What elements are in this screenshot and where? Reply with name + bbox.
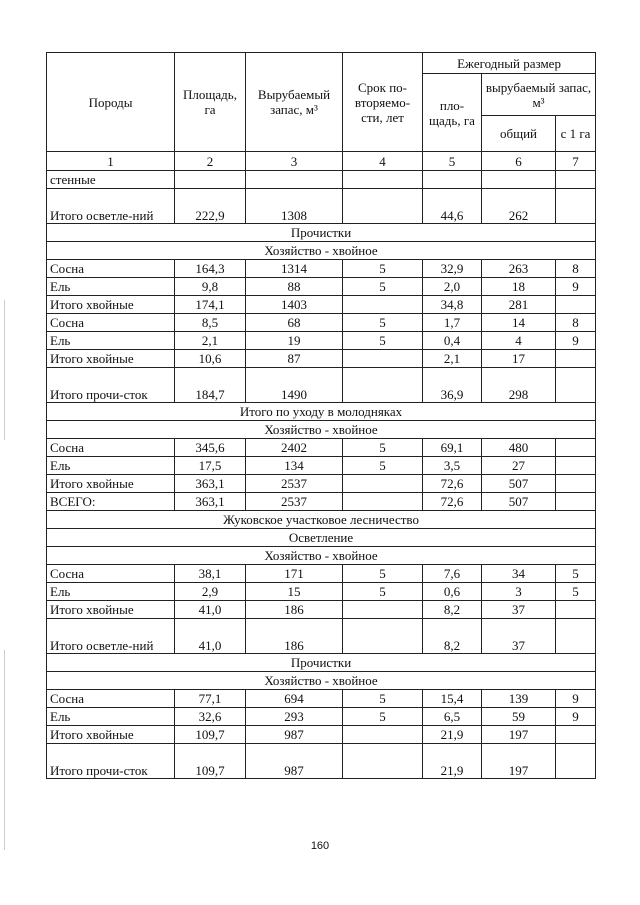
value-cell: 4: [482, 332, 556, 350]
column-number: 5: [423, 152, 482, 171]
value-cell: 2402: [246, 439, 343, 457]
breed-cell: Сосна: [47, 260, 175, 278]
header-total: общий: [482, 116, 556, 152]
total-row: [47, 171, 596, 189]
value-cell: 8,2: [423, 601, 482, 619]
header-annual-area: пло-щадь, га: [423, 74, 482, 152]
value-cell: 72,6: [423, 493, 482, 511]
header-annual-stock: вырубаемый запас, м³: [482, 74, 596, 116]
value-cell: [556, 493, 596, 511]
value-cell: 1,7: [423, 314, 482, 332]
column-number: 2: [175, 152, 246, 171]
value-cell: 27: [482, 457, 556, 475]
value-cell: 186: [246, 601, 343, 619]
value-cell: 3,5: [423, 457, 482, 475]
value-cell: 507: [482, 493, 556, 511]
value-cell: 109,7: [175, 744, 246, 779]
value-cell: [556, 457, 596, 475]
value-cell: 164,3: [175, 260, 246, 278]
breed-cell: Итого хвойные: [47, 296, 175, 314]
value-cell: 2,1: [175, 332, 246, 350]
value-cell: 5: [343, 690, 423, 708]
value-cell: [556, 368, 596, 403]
value-cell: 262: [482, 189, 556, 224]
value-cell: 69,1: [423, 439, 482, 457]
value-cell: 5: [343, 583, 423, 601]
section-title: Хозяйство - хвойное: [47, 672, 596, 690]
value-cell: [556, 189, 596, 224]
header-annual-size: Ежегодный размер: [423, 53, 596, 74]
value-cell: 281: [482, 296, 556, 314]
section-header-row: [47, 242, 596, 260]
value-cell: 1314: [246, 260, 343, 278]
breed-cell: Сосна: [47, 439, 175, 457]
section-header-row: [47, 403, 596, 421]
value-cell: 5: [343, 278, 423, 296]
value-cell: 5: [343, 708, 423, 726]
column-number: 1: [47, 152, 175, 171]
value-cell: [343, 619, 423, 654]
value-cell: 363,1: [175, 475, 246, 493]
value-cell: [343, 189, 423, 224]
value-cell: [556, 171, 596, 189]
header-area: Площадь, га: [175, 53, 246, 152]
value-cell: 37: [482, 601, 556, 619]
total-row: [47, 493, 596, 511]
value-cell: [556, 439, 596, 457]
value-cell: 5: [556, 583, 596, 601]
value-cell: 363,1: [175, 493, 246, 511]
value-cell: [175, 171, 246, 189]
value-cell: [343, 493, 423, 511]
breed-cell: Сосна: [47, 314, 175, 332]
value-cell: 8: [556, 314, 596, 332]
value-cell: 2537: [246, 475, 343, 493]
section-header-row: [47, 421, 596, 439]
value-cell: 197: [482, 744, 556, 779]
value-cell: 5: [343, 314, 423, 332]
value-cell: 9: [556, 708, 596, 726]
value-cell: 8,5: [175, 314, 246, 332]
value-cell: 21,9: [423, 726, 482, 744]
value-cell: [556, 475, 596, 493]
section-title: Итого по уходу в молодняках: [47, 403, 596, 421]
value-cell: 1308: [246, 189, 343, 224]
value-cell: 293: [246, 708, 343, 726]
value-cell: 17,5: [175, 457, 246, 475]
value-cell: [343, 475, 423, 493]
value-cell: 87: [246, 350, 343, 368]
table-row: [47, 690, 596, 708]
total-row: [47, 296, 596, 314]
table-row: [47, 314, 596, 332]
total-row: [47, 475, 596, 493]
value-cell: 134: [246, 457, 343, 475]
value-cell: 2,9: [175, 583, 246, 601]
value-cell: 139: [482, 690, 556, 708]
total-row: [47, 368, 596, 403]
breed-cell: Ель: [47, 332, 175, 350]
breed-cell: Ель: [47, 708, 175, 726]
value-cell: 171: [246, 565, 343, 583]
table-row: [47, 260, 596, 278]
breed-cell: Итого осветле-ний: [47, 189, 175, 224]
value-cell: 32,9: [423, 260, 482, 278]
value-cell: [556, 726, 596, 744]
value-cell: 1490: [246, 368, 343, 403]
value-cell: 38,1: [175, 565, 246, 583]
value-cell: [343, 368, 423, 403]
value-cell: [343, 744, 423, 779]
value-cell: 7,6: [423, 565, 482, 583]
scan-margin-line: [4, 300, 5, 440]
section-title: Хозяйство - хвойное: [47, 421, 596, 439]
total-row: [47, 744, 596, 779]
value-cell: 694: [246, 690, 343, 708]
value-cell: 298: [482, 368, 556, 403]
breed-cell: Итого хвойные: [47, 601, 175, 619]
value-cell: [246, 171, 343, 189]
section-title: Хозяйство - хвойное: [47, 242, 596, 260]
value-cell: 184,7: [175, 368, 246, 403]
section-title: Жуковское участковое лесничество: [47, 511, 596, 529]
value-cell: 41,0: [175, 619, 246, 654]
value-cell: 222,9: [175, 189, 246, 224]
total-row: [47, 189, 596, 224]
value-cell: 507: [482, 475, 556, 493]
value-cell: 18: [482, 278, 556, 296]
value-cell: 987: [246, 726, 343, 744]
value-cell: 109,7: [175, 726, 246, 744]
breed-cell: Сосна: [47, 565, 175, 583]
value-cell: 36,9: [423, 368, 482, 403]
column-number: 6: [482, 152, 556, 171]
value-cell: 19: [246, 332, 343, 350]
value-cell: 72,6: [423, 475, 482, 493]
value-cell: 2537: [246, 493, 343, 511]
value-cell: 37: [482, 619, 556, 654]
value-cell: 174,1: [175, 296, 246, 314]
table-row: [47, 457, 596, 475]
section-title: Осветление: [47, 529, 596, 547]
value-cell: 14: [482, 314, 556, 332]
value-cell: 41,0: [175, 601, 246, 619]
value-cell: 15,4: [423, 690, 482, 708]
value-cell: 9,8: [175, 278, 246, 296]
section-header-row: [47, 672, 596, 690]
table-row: [47, 332, 596, 350]
value-cell: 1403: [246, 296, 343, 314]
breed-cell: Итого хвойные: [47, 726, 175, 744]
value-cell: 34: [482, 565, 556, 583]
breed-cell: Сосна: [47, 690, 175, 708]
section-title: Прочистки: [47, 224, 596, 242]
section-header-row: [47, 511, 596, 529]
value-cell: 21,9: [423, 744, 482, 779]
total-row: [47, 601, 596, 619]
table-row: [47, 565, 596, 583]
value-cell: 6,5: [423, 708, 482, 726]
value-cell: 263: [482, 260, 556, 278]
section-header-row: [47, 654, 596, 672]
table-row: [47, 583, 596, 601]
value-cell: 5: [343, 457, 423, 475]
section-header-row: [47, 529, 596, 547]
value-cell: 197: [482, 726, 556, 744]
total-row: [47, 619, 596, 654]
value-cell: 17: [482, 350, 556, 368]
column-number: 3: [246, 152, 343, 171]
breed-cell: ВСЕГО:: [47, 493, 175, 511]
value-cell: [556, 296, 596, 314]
value-cell: 5: [343, 439, 423, 457]
header-breed: Породы: [47, 53, 175, 152]
value-cell: 8: [556, 260, 596, 278]
value-cell: 34,8: [423, 296, 482, 314]
total-row: [47, 726, 596, 744]
value-cell: 480: [482, 439, 556, 457]
total-row: [47, 350, 596, 368]
value-cell: 186: [246, 619, 343, 654]
value-cell: 987: [246, 744, 343, 779]
column-number: 4: [343, 152, 423, 171]
value-cell: [343, 350, 423, 368]
value-cell: 5: [343, 260, 423, 278]
breed-cell: Итого прочи-сток: [47, 744, 175, 779]
header-per-ha: с 1 га: [556, 116, 596, 152]
section-header-row: [47, 224, 596, 242]
value-cell: 44,6: [423, 189, 482, 224]
logging-volume-table: [46, 52, 596, 779]
table-row: [47, 439, 596, 457]
value-cell: 3: [482, 583, 556, 601]
value-cell: [482, 171, 556, 189]
table-row: [47, 278, 596, 296]
value-cell: [343, 296, 423, 314]
value-cell: [556, 744, 596, 779]
value-cell: 15: [246, 583, 343, 601]
value-cell: 0,6: [423, 583, 482, 601]
value-cell: [343, 171, 423, 189]
value-cell: 9: [556, 332, 596, 350]
breed-cell: Итого хвойные: [47, 350, 175, 368]
value-cell: 5: [343, 332, 423, 350]
value-cell: 5: [343, 565, 423, 583]
value-cell: [343, 601, 423, 619]
header-cut-stock: Вырубаемый запас, м³: [246, 53, 343, 152]
value-cell: 5: [556, 565, 596, 583]
value-cell: [343, 726, 423, 744]
value-cell: 77,1: [175, 690, 246, 708]
section-title: Хозяйство - хвойное: [47, 547, 596, 565]
value-cell: [556, 619, 596, 654]
breed-cell: стенные: [47, 171, 175, 189]
value-cell: 2,1: [423, 350, 482, 368]
scan-margin-line: [4, 650, 5, 850]
value-cell: 68: [246, 314, 343, 332]
value-cell: 9: [556, 690, 596, 708]
value-cell: [556, 601, 596, 619]
value-cell: 9: [556, 278, 596, 296]
value-cell: [556, 350, 596, 368]
value-cell: 10,6: [175, 350, 246, 368]
breed-cell: Ель: [47, 278, 175, 296]
value-cell: [423, 171, 482, 189]
value-cell: 2,0: [423, 278, 482, 296]
section-header-row: [47, 547, 596, 565]
page-number: 160: [310, 840, 330, 852]
column-number: 7: [556, 152, 596, 171]
value-cell: 32,6: [175, 708, 246, 726]
value-cell: 59: [482, 708, 556, 726]
value-cell: 345,6: [175, 439, 246, 457]
breed-cell: Ель: [47, 457, 175, 475]
value-cell: 0,4: [423, 332, 482, 350]
breed-cell: Итого прочи-сток: [47, 368, 175, 403]
section-title: Прочистки: [47, 654, 596, 672]
breed-cell: Итого хвойные: [47, 475, 175, 493]
breed-cell: Ель: [47, 583, 175, 601]
header-repeat-period: Срок по-вторяемо-сти, лет: [343, 53, 423, 152]
value-cell: 88: [246, 278, 343, 296]
value-cell: 8,2: [423, 619, 482, 654]
table-row: [47, 708, 596, 726]
breed-cell: Итого осветле-ний: [47, 619, 175, 654]
